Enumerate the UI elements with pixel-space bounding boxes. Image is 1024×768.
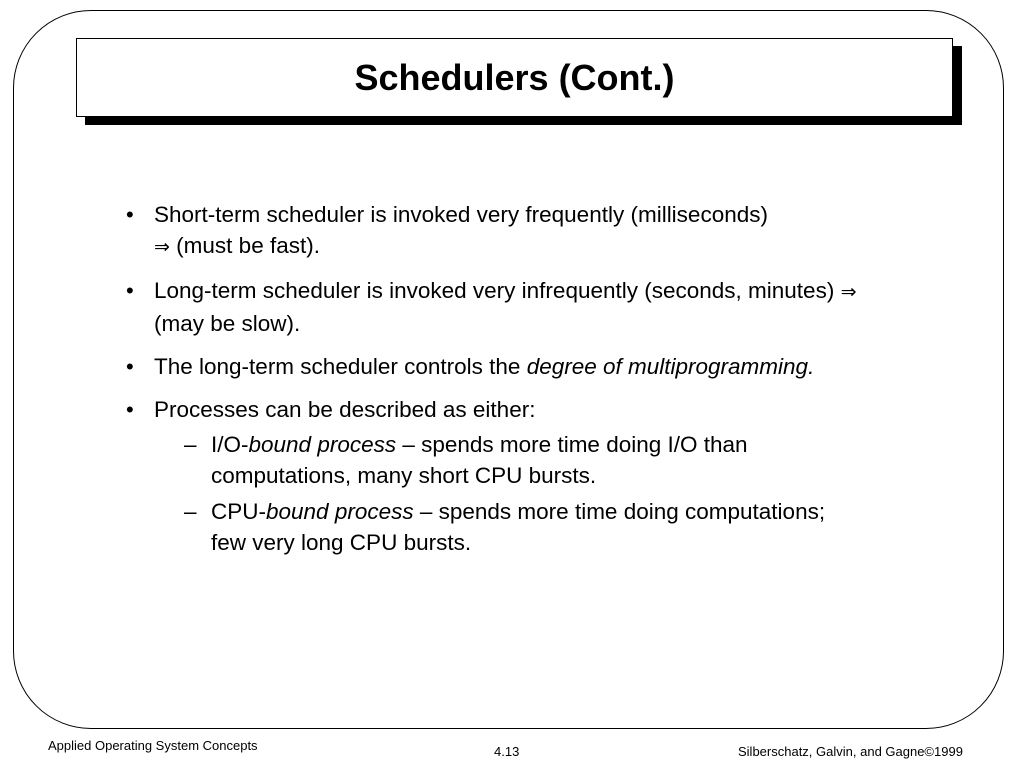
bullet-text: Long-term scheduler is invoked very infrequently (seconds, minutes)	[154, 278, 841, 303]
bullet-marker: •	[126, 354, 134, 379]
bullet-item	[126, 199, 866, 263]
sub-list	[154, 429, 866, 558]
bullet-text: (may be slow).	[154, 311, 301, 336]
sub-bullet-item	[154, 496, 866, 558]
sub-bullet-item	[154, 429, 866, 491]
implies-arrow-icon: ⇒	[154, 236, 170, 258]
slide-title: Schedulers (Cont.)	[354, 56, 675, 98]
bullet-text: Short-term scheduler is invoked very frequently (milliseconds)	[154, 202, 768, 227]
slide-content	[126, 199, 866, 570]
sub-bullet-emphasis: bound process	[248, 432, 397, 457]
implies-arrow-icon: ⇒	[840, 281, 857, 303]
dash-marker: –	[184, 432, 197, 457]
bullet-text: (must be fast).	[169, 233, 320, 258]
bullet-text: The long-term scheduler controls the	[154, 354, 527, 379]
footer-copyright: Silberschatz, Galvin, and Gagne©1999	[738, 744, 963, 759]
bullet-marker: •	[126, 202, 134, 227]
bullet-marker: •	[126, 278, 134, 303]
sub-bullet-text: – spends more time doing I/O than computations, many short CPU bursts.	[211, 432, 748, 488]
bullet-item	[126, 351, 866, 382]
sub-bullet-text: – spends more time doing computations; few very long CPU bursts.	[211, 499, 826, 555]
footer-page-number: 4.13	[494, 744, 520, 759]
bullet-item	[126, 394, 866, 558]
dash-marker: –	[184, 499, 197, 524]
sub-bullet-prefix: CPU-	[211, 499, 266, 524]
bullet-item	[126, 275, 866, 339]
title-box	[76, 38, 953, 117]
sub-bullet-emphasis: bound process	[266, 499, 414, 524]
footer-course-title: Applied Operating System Concepts	[48, 738, 258, 753]
bullet-text: Processes can be described as either:	[154, 397, 536, 422]
bullet-marker: •	[126, 397, 134, 422]
sub-bullet-prefix: I/O-	[211, 432, 249, 457]
bullet-emphasis: degree of multiprogramming.	[526, 354, 815, 379]
